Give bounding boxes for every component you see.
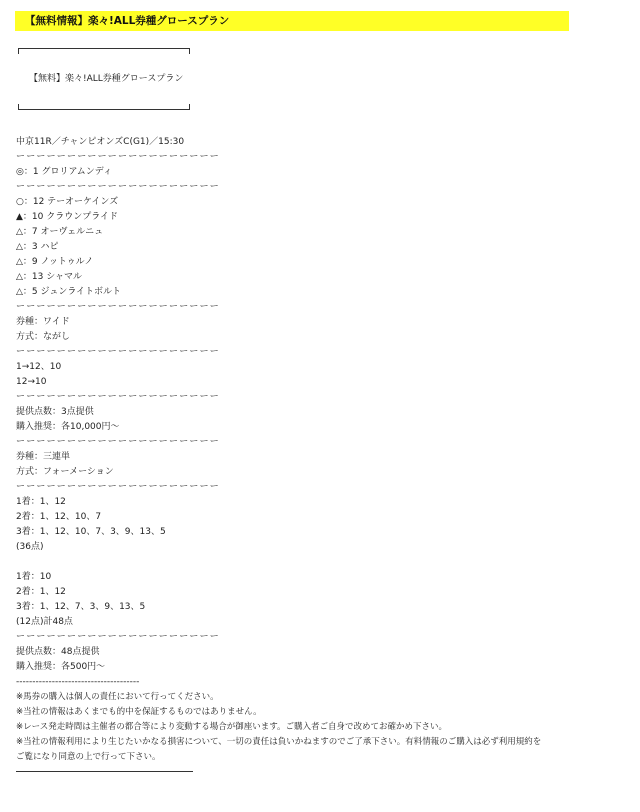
formation-count: (36点) <box>16 542 44 552</box>
bet-points: 提供点数：3点提供 <box>16 407 94 417</box>
divider: ーーーーーーーーーーーーーーーーーーーー <box>16 302 221 312</box>
formation-count: (12点)計48点 <box>16 617 73 627</box>
bet-points: 提供点数：48点提供 <box>16 647 100 657</box>
bet-type: 券種：ワイド <box>16 317 70 327</box>
divider: ーーーーーーーーーーーーーーーーーーーー <box>16 182 221 192</box>
bet-combo: 1→12、10 <box>16 362 62 372</box>
box-corner <box>18 104 19 110</box>
spacer <box>16 555 616 570</box>
plan-box <box>18 48 190 110</box>
disclaimer-notes <box>16 690 616 765</box>
formation-row: 1着：1、12 <box>16 497 66 507</box>
bet-combo: 12→10 <box>16 377 47 387</box>
pick-row: △：5 ジュンライトボルト <box>16 287 122 297</box>
bet-type: 券種：三連単 <box>16 452 71 462</box>
disclaimer-note: ※馬券の購入は個人の責任において行ってください。 <box>16 692 219 702</box>
box-corner <box>189 104 190 110</box>
disclaimer-note: ※当社の情報はあくまでも的中を保証するものではありません。 <box>16 707 262 717</box>
divider: ーーーーーーーーーーーーーーーーーーーー <box>16 152 221 162</box>
formation-row: 2着：1、12、10、7 <box>16 512 102 522</box>
disclaimer-note: ※レース発走時間は主催者の都合等により変動する場合が御座います。ご購入者ご自身で改めてお確かめ下さい。 <box>16 722 448 732</box>
bet-method: 方式：ながし <box>16 332 71 342</box>
pick-row: ▲：10 クラウンプライド <box>16 212 118 222</box>
page-header: 【無料情報】楽々!ALL券種グロースプラン <box>15 11 569 31</box>
box-bottom-border <box>18 109 190 110</box>
formation-row: 1着：10 <box>16 572 52 582</box>
divider: ーーーーーーーーーーーーーーーーーーーー <box>16 437 221 447</box>
formation-row: 3着：1、12、7、3、9、13、5 <box>16 602 146 612</box>
end-rule <box>16 771 193 772</box>
bet-recommend: 購入推奨：各10,000円〜 <box>16 422 120 432</box>
box-top-border <box>18 48 190 49</box>
formation-row: 2着：1、12 <box>16 587 66 597</box>
formation-row: 3着：1、12、10、7、3、9、13、5 <box>16 527 166 537</box>
divider: ーーーーーーーーーーーーーーーーーーーー <box>16 632 221 642</box>
honmei-pick: ◎：1 グロリアムンディ <box>16 167 113 177</box>
plan-label: 【無料】楽々!ALL券種グロースプラン <box>29 74 184 84</box>
race-title: 中京11R／チャンピオンズC(G1)／15:30 <box>16 137 185 147</box>
disclaimer-note: ご覧になり同意の上で行って下さい。 <box>16 752 161 762</box>
pick-row: ○：12 テーオーケインズ <box>16 197 119 207</box>
pick-row: △：3 ハピ <box>16 242 59 252</box>
short-divider: -------------------------------------- <box>16 677 140 687</box>
box-corner <box>189 48 190 54</box>
bet-recommend: 購入推奨：各500円〜 <box>16 662 106 672</box>
pick-row: △：13 シャマル <box>16 272 83 282</box>
divider: ーーーーーーーーーーーーーーーーーーーー <box>16 347 221 357</box>
divider: ーーーーーーーーーーーーーーーーーーーー <box>16 392 221 402</box>
pick-row: △：7 オーヴェルニュ <box>16 227 104 237</box>
pick-row: △：9 ノットゥルノ <box>16 257 94 267</box>
disclaimer-note: ※当社の情報利用により生じたいかなる損害について、一切の責任は負いかねますのでご了承下さい。有料情報のご購入は必ず利用規約を <box>16 737 542 747</box>
bet-method: 方式：フォーメーション <box>16 467 114 477</box>
divider: ーーーーーーーーーーーーーーーーーーーー <box>16 482 221 492</box>
race-content <box>16 135 616 765</box>
box-corner <box>18 48 19 54</box>
